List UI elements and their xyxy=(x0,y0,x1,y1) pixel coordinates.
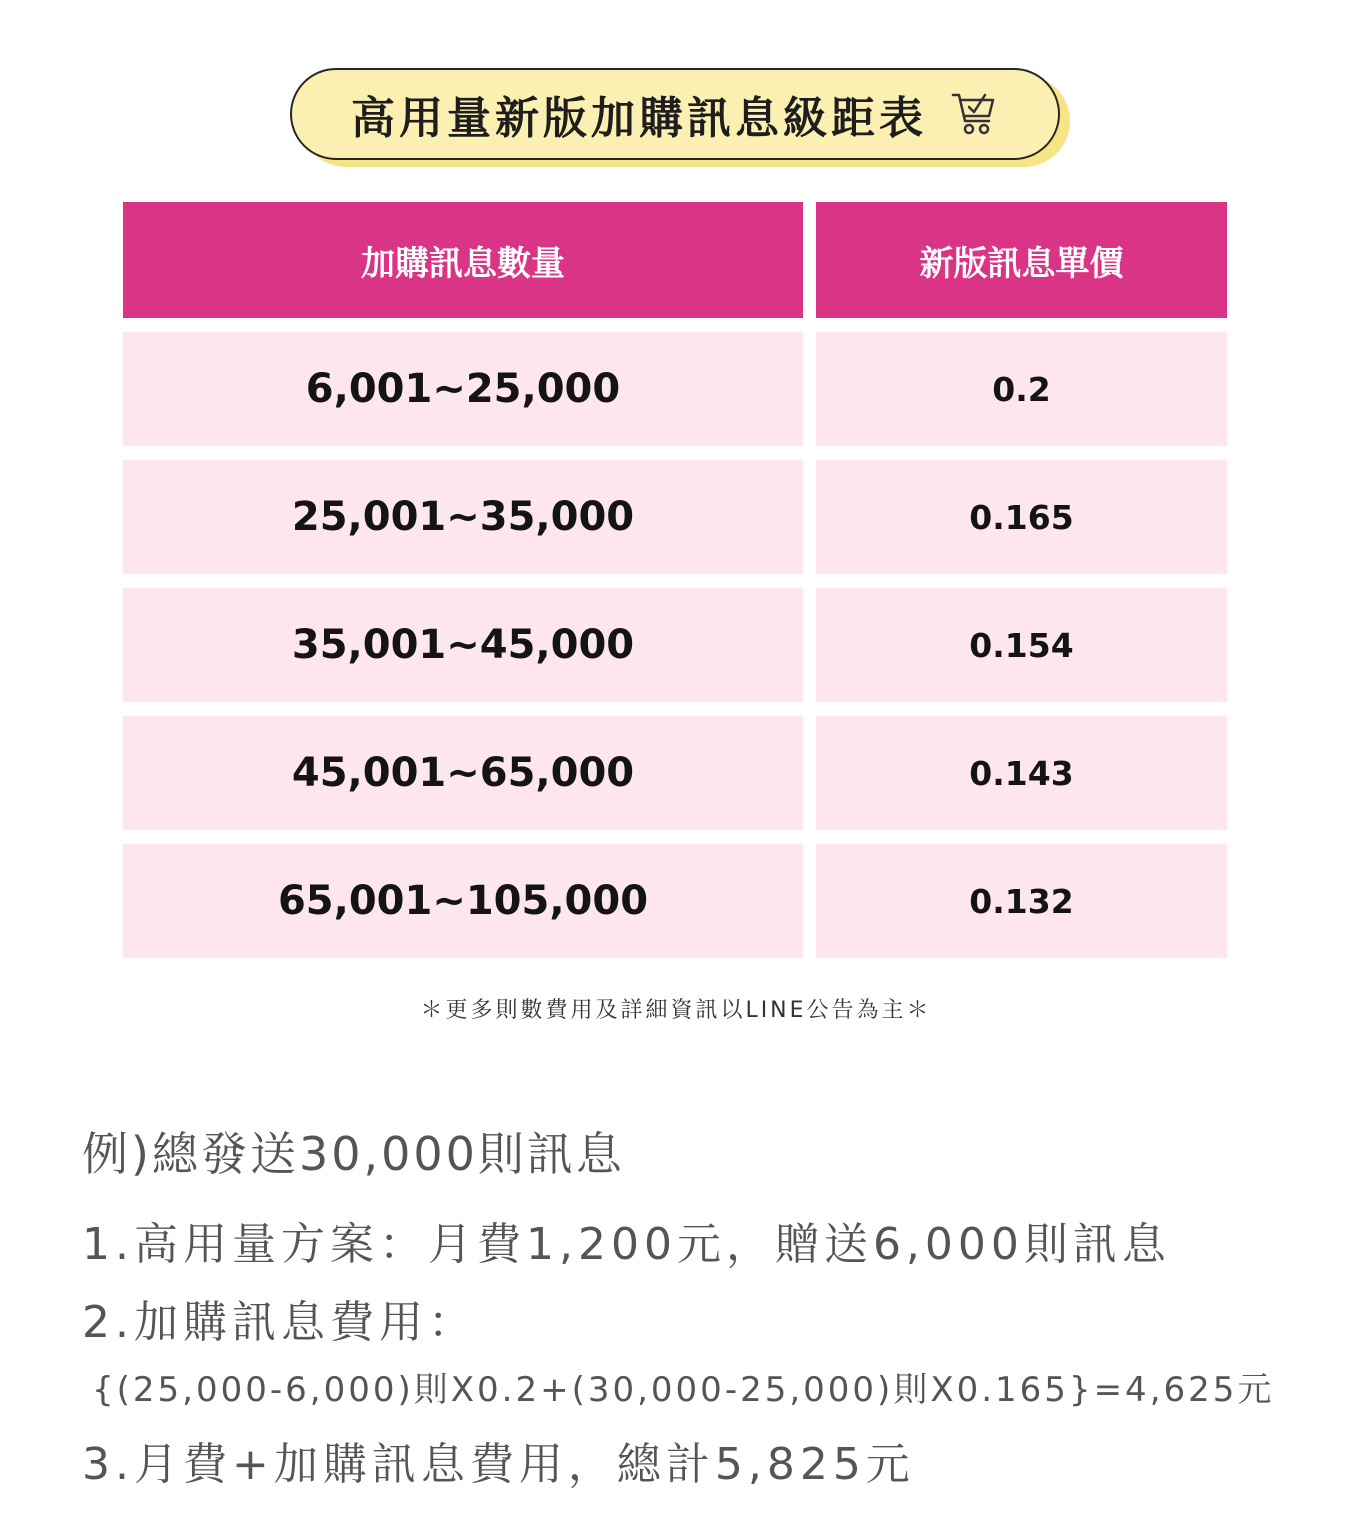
row-qty: 35,001~45,000 xyxy=(123,588,803,702)
example-formula: {(25,000-6,000)則X0.2+(30,000-25,000)則X0.165}=4,625元 xyxy=(92,1370,1275,1410)
example-title: 例)總發送30,000則訊息 xyxy=(82,1127,625,1181)
header-qty: 加購訊息數量 xyxy=(123,202,803,318)
row-qty: 25,001~35,000 xyxy=(123,460,803,574)
row-qty: 65,001~105,000 xyxy=(123,844,803,958)
page-title: 高用量新版加購訊息級距表 xyxy=(351,93,927,144)
row-price: 0.132 xyxy=(816,844,1227,958)
row-qty: 6,001~25,000 xyxy=(123,332,803,446)
row-price: 0.143 xyxy=(816,716,1227,830)
example-line-2: 2.加購訊息費用： xyxy=(82,1297,477,1348)
cart-check-icon xyxy=(949,87,999,141)
header-price: 新版訊息單價 xyxy=(816,202,1227,318)
row-price: 0.2 xyxy=(816,332,1227,446)
title-banner xyxy=(290,68,1060,160)
example-line-3: 3.月費+加購訊息費用，總計5,825元 xyxy=(82,1439,915,1490)
example-line-1: 1.高用量方案：月費1,200元，贈送6,000則訊息 xyxy=(82,1219,1171,1270)
row-price: 0.165 xyxy=(816,460,1227,574)
row-price: 0.154 xyxy=(816,588,1227,702)
footnote: ＊更多則數費用及詳細資訊以LINE公告為主＊ xyxy=(420,998,932,1023)
row-qty: 45,001~65,000 xyxy=(123,716,803,830)
